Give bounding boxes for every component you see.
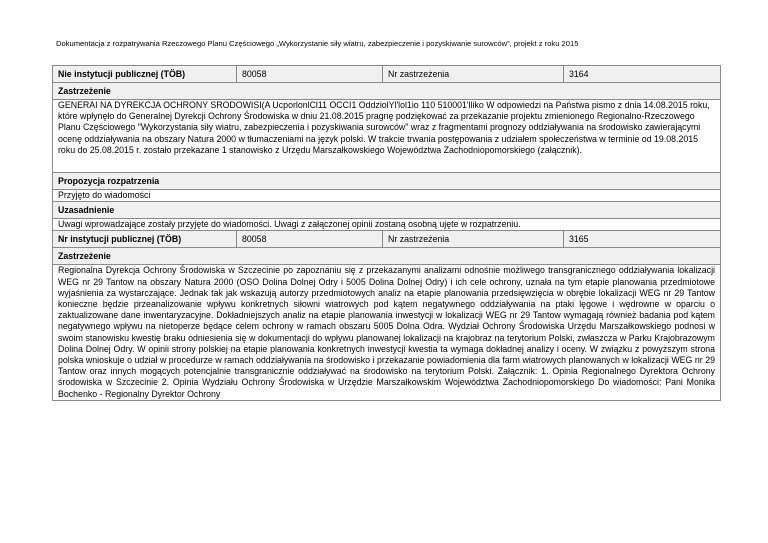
objection-heading-row xyxy=(53,248,721,265)
objection-number-label: Nr zastrzeżenia xyxy=(383,231,564,248)
objection-heading: Zastrzeżenie xyxy=(53,83,721,100)
proposal-text-row xyxy=(53,190,721,202)
institution-number-label: Nr instytucji publicznej (TÖB) xyxy=(53,231,237,248)
entry-header-row xyxy=(53,66,721,83)
justification-text: Uwagi wprowadzające zostały przyjęte do wiadomości. Uwagi z załączonej opinii zostaną osobną ujęte w rozpatrzeniu. xyxy=(53,219,721,231)
objection-number-value: 3164 xyxy=(564,66,721,83)
proposal-heading-row xyxy=(53,173,721,190)
proposal-text: Przyjęto do wiadomości xyxy=(53,190,721,202)
objection-text-row xyxy=(53,100,721,173)
objection-heading: Zastrzeżenie xyxy=(53,248,721,265)
proposal-heading: Propozycja rozpatrzenia xyxy=(53,173,721,190)
institution-number-value: 80058 xyxy=(237,231,383,248)
objection-text-row xyxy=(53,265,721,400)
justification-text-row xyxy=(53,219,721,231)
objection-number-value: 3165 xyxy=(564,231,721,248)
entry-table-3164 xyxy=(52,65,721,401)
document-header: Dokumentacja z rozpatrywania Rzeczowego Planu Częściowego „Wykorzystanie siły wiatru, zabezpieczenie i pozyskiwanie surowców”, projekt z roku 2015 xyxy=(56,39,579,48)
institution-number-value: 80058 xyxy=(237,66,383,83)
institution-number-label: Nie instytucji publicznej (TÖB) xyxy=(53,66,237,83)
justification-heading: Uzasadnienie xyxy=(53,202,721,219)
objection-heading-row xyxy=(53,83,721,100)
objection-text: GENERAI NA DYREKCJA OCHRONY SRODOWISI(A UcporlonlCl11 OCCI1 OddziolYl'lol1io 110 510001'lliko W odpowiedzi na Państwa pismo z dnia 14.08.2015 roku, które wpłynęło do Generalnej Dyrekcji Ochrony Środowiska w dniu 21.08.2015 pragnę podziękować za przekazanie projektu zmienionego Regionalno-Rzeczowego Planu Częściowego "Wykorzystania siły wiatru, zabezpieczenia i pozyskiwania surowców" wraz z fragmentami prognozy oddziaływania na środowisko zawierającymi ocenę oddziaływania na obszary Natura 2000 w tłumaczeniami na język polski. W trakcie trwania postępowania z udziałem społeczeństwa w terminie od 19.08.2015 roku do 25.08.2015 r. zostało przekazane 1 stanowisko z Urzędu Marszałkowskiego Województwa Zachodniopomorskiego (załącznik). xyxy=(53,100,721,173)
justification-heading-row xyxy=(53,202,721,219)
objection-text: Regionalna Dyrekcja Ochrony Środowiska w Szczecinie po zapoznaniu się z przekazanymi analizami odnośnie możliwego transgranicznego oddziaływania lokalizacji WEG nr 29 Tantow na obszary Natura 2000 (OSO Dolina Dolnej Odry i 5005 Dolina Dolnej Odry) i ich cele ochrony, uznała na tym etapie planowania przedmiotowe wyjaśnienia za wystarczające. Jednak tak jak wskazują autorzy przedmiotowych analiz na etapie planowania przedsięwzięcia w obrębie lokalizacji WEG nr 29 Tantow konieczne będzie przeanalizowanie wpływu konkretnych siłowni wiatrowych pod kątem negatywnego oddziaływania na ptaki lęgowe i wędrowne w oparciu o zaktualizowane dane inwentaryzacyjne. Dokładniejszych analiz na etapie planowania inwestycji w lokalizacji WEG nr 29 Tantow wymagają również badania pod kątem negatywnego wpływu na nietoperze będące celem ochrony w ramach obszaru 5005 Dolna Odra. Wydział Ochrony Środowiska Urzędu Marszałkowskiego podnosi w swoim stanowisku kwestię braku odniesienia się w dokumentacji do wpływu planowanej lokalizacji na krajobraz na terytorium Polski, zwłaszcza w Parku Krajobrazowym Dolina Dolnej Odry. W opinii strony polskiej na etapie planowania konkretnych inwestycji kwestia ta wymaga dokładnej analizy i oceny. W związku z powyższym strona polska wnioskuje o udział w procedurze w ramach oddziaływania na środowisko i przekazanie powiadomienia dla farm wiatrowych planowanych w lokalizacji WEG nr 29 Tantow oraz innych mogących potencjalnie transgranicznie oddziaływać na środowisko na terytorium Polski. Załącznik: 1. Opinia Regionalnego Dyrektora Ochrony środowiska w Szczecinie 2. Opinia Wydziału Ochrony Środowiska w Urzędzie Marszałkowskim Województwa Zachodniopomorskiego Do wiadomości: Pani Monika Bochenko - Regionalny Dyrektor Ochrony xyxy=(53,265,721,400)
entry-header-row xyxy=(53,231,721,248)
objection-number-label: Nr zastrzeżenia xyxy=(383,66,564,83)
